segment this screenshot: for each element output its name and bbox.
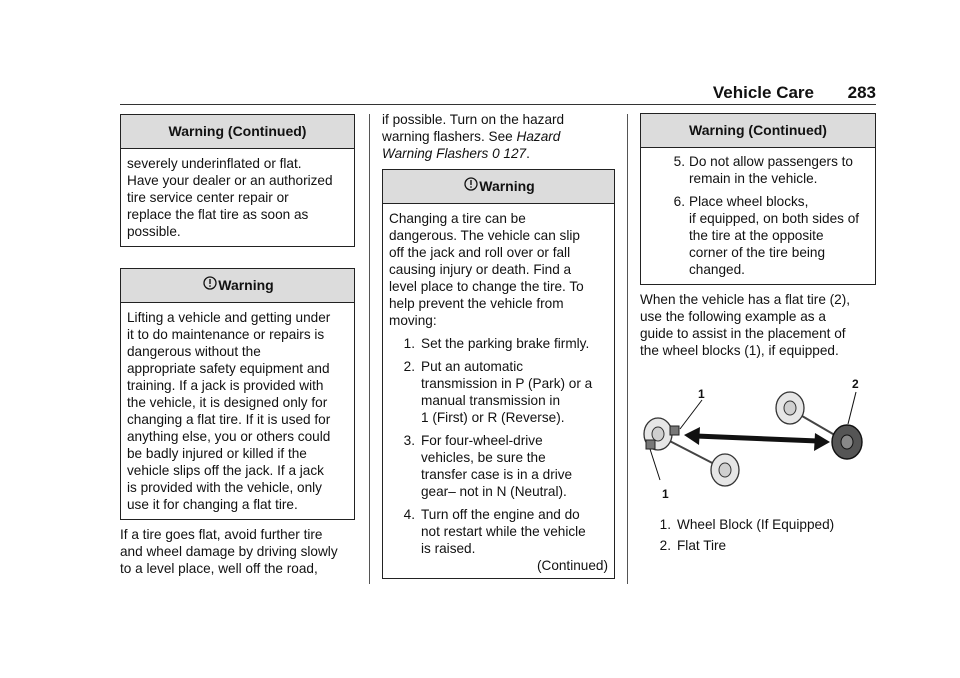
figure-legend: [645, 516, 875, 558]
text-line-with-ref: [382, 128, 617, 145]
text-line: warning flashers. See: [382, 129, 513, 144]
warning-box-title: Warning (Continued): [121, 115, 354, 149]
callout-label: 1: [698, 387, 705, 401]
step-line: if equipped, on both sides of: [689, 211, 860, 226]
warning-line: use it for changing a flat tire.: [127, 497, 298, 512]
step-item: [389, 506, 608, 557]
wheel-block-diagram-svg: [640, 376, 868, 506]
warning-box-header: [383, 170, 614, 204]
warning-box-header: [121, 269, 354, 303]
text-line: use the following example as a: [640, 309, 826, 324]
step-line: manual transmission in: [421, 393, 561, 408]
step-number: 1.: [403, 336, 415, 351]
body-paragraph: [382, 111, 617, 162]
body-paragraph: [120, 526, 360, 577]
legend-item: [645, 516, 875, 533]
step-number: 3.: [403, 433, 415, 448]
step-line: corner of the tire being: [689, 245, 826, 260]
warning-icon: [462, 170, 479, 203]
step-line: changed.: [689, 262, 745, 277]
column-divider: [369, 114, 370, 584]
warning-line: Lifting a vehicle and getting under: [127, 310, 331, 325]
legend-number: 2.: [659, 538, 671, 553]
step-list: [647, 153, 869, 278]
warning-line: help prevent the vehicle from: [389, 296, 564, 311]
step-line: Set the parking brake firmly.: [421, 336, 590, 351]
cross-reference-link[interactable]: Warning Flashers: [382, 146, 489, 161]
warning-box-title: Warning: [479, 178, 535, 194]
step-line: Turn off the engine and do: [421, 507, 580, 522]
body-paragraph: [640, 291, 880, 359]
page-ref-number[interactable]: 127: [503, 146, 527, 161]
warning-line: dangerous. The vehicle can slip: [389, 228, 580, 243]
page-header: [120, 84, 876, 104]
warning-box: [382, 169, 615, 579]
warning-line: possible.: [127, 224, 181, 239]
legend-text: Flat Tire: [677, 538, 727, 553]
warning-line: the vehicle, it is designed only for: [127, 395, 328, 410]
warning-line: dangerous without the: [127, 344, 261, 359]
step-line: transfer case is in a drive: [421, 467, 573, 482]
page-number: 283: [847, 83, 876, 102]
cross-reference-link[interactable]: Hazard: [516, 129, 561, 144]
step-line: For four-wheel-drive: [421, 433, 543, 448]
step-line: gear– not in N (Neutral).: [421, 484, 567, 499]
warning-line: vehicle slips off the jack. If a jack: [127, 463, 324, 478]
step-number: 2.: [403, 359, 415, 374]
warning-line: Have your dealer or an authorized: [127, 173, 333, 188]
warning-box: [120, 268, 355, 520]
step-number: 4.: [403, 507, 415, 522]
warning-line: off the jack and roll over or fall: [389, 245, 571, 260]
ref-punctuation: .: [526, 146, 530, 161]
step-line: vehicles, be sure the: [421, 450, 546, 465]
warning-line: moving:: [389, 313, 437, 328]
warning-line: causing injury or death. Find a: [389, 262, 572, 277]
step-line: transmission in P (Park) or a: [421, 376, 593, 391]
warning-line: level place to change the tire. To: [389, 279, 584, 294]
warning-line: Changing a tire can be: [389, 211, 526, 226]
text-line: If a tire goes flat, avoid further tire: [120, 527, 323, 542]
text-line: and wheel damage by driving slowly: [120, 544, 338, 559]
warning-line: it to do maintenance or repairs is: [127, 327, 325, 342]
warning-line: tire service center repair or: [127, 190, 289, 205]
warning-line: anything else, you or others could: [127, 429, 331, 444]
text-line-with-ref: [382, 145, 617, 162]
warning-box-title: Warning: [218, 277, 274, 293]
step-item: [389, 335, 608, 352]
warning-box-continued: [120, 114, 355, 247]
step-line: 1 (First) or R (Reverse).: [421, 410, 565, 425]
warning-line: replace the flat tire as soon as: [127, 207, 309, 222]
warning-line: be badly injured or killed if the: [127, 446, 307, 461]
warning-line: severely underinflated or flat.: [127, 156, 302, 171]
text-line: guide to assist in the placement of: [640, 326, 846, 341]
step-line: Put an automatic: [421, 359, 524, 374]
step-line: the tire at the opposite: [689, 228, 824, 243]
legend-item: [645, 537, 875, 554]
warning-box-title: Warning (Continued): [641, 114, 875, 148]
step-item: [647, 153, 869, 187]
step-item: [389, 358, 608, 426]
step-item: [647, 193, 869, 278]
warning-icon: [201, 269, 218, 302]
step-line: Place wheel blocks,: [689, 194, 809, 209]
step-number: 5.: [673, 154, 685, 169]
text-line: When the vehicle has a flat tire (2),: [640, 292, 851, 307]
step-line: Do not allow passengers to: [689, 154, 853, 169]
legend-text: Wheel Block (If Equipped): [677, 517, 835, 532]
warning-line: is provided with the vehicle, only: [127, 480, 322, 495]
header-rule: [120, 104, 876, 105]
text-line: the wheel blocks (1), if equipped.: [640, 343, 839, 358]
step-number: 6.: [673, 194, 685, 209]
warning-box-continued: [640, 113, 876, 285]
column-divider: [627, 114, 628, 584]
continued-label: (Continued): [536, 558, 608, 573]
wheel-block-diagram: [640, 376, 868, 506]
step-line: remain in the vehicle.: [689, 171, 818, 186]
step-list: [389, 335, 608, 557]
text-line: if possible. Turn on the hazard: [382, 112, 565, 127]
callout-label: 1: [662, 487, 669, 501]
step-line: is raised.: [421, 541, 476, 556]
warning-line: appropriate safety equipment and: [127, 361, 330, 376]
callout-label: 2: [852, 377, 859, 391]
section-title: Vehicle Care: [712, 83, 814, 102]
legend-number: 1.: [659, 517, 671, 532]
warning-line: changing a flat tire. If it is used for: [127, 412, 331, 427]
step-item: [389, 432, 608, 500]
text-line: to a level place, well off the road,: [120, 561, 318, 576]
step-line: not restart while the vehicle: [421, 524, 586, 539]
warning-line: training. If a jack is provided with: [127, 378, 324, 393]
page-ref-symbol: 0: [492, 146, 500, 161]
